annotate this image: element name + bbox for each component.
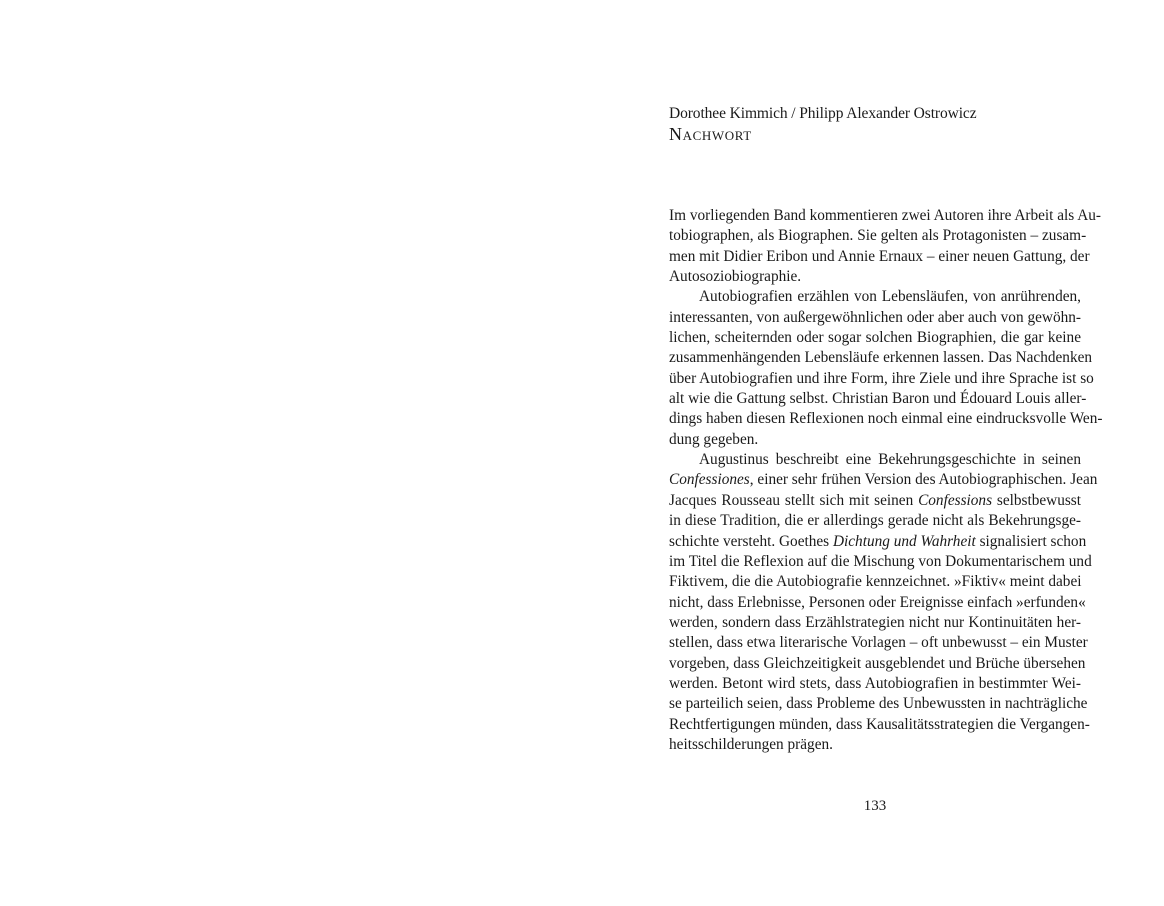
text-line: nicht, dass Erlebnisse, Personen oder Ereignisse einfach »erfunden« bbox=[669, 593, 1086, 611]
text-line: werden. Betont wird stets, dass Autobiografien in bestimmter Wei- bbox=[669, 674, 1081, 692]
text-line: Autosoziobiographie. bbox=[669, 268, 802, 286]
text-line: werden, sondern dass Erzählstrategien nicht nur Kontinuitäten her- bbox=[669, 613, 1081, 631]
paragraph bbox=[669, 206, 1102, 287]
body-text bbox=[669, 206, 1103, 755]
text-line: men mit Didier Eribon und Annie Ernaux – einer neuen Gattung, der bbox=[669, 247, 1090, 265]
text-line: Autobiografien erzählen von Lebensläufen, von anrührenden, bbox=[699, 288, 1081, 306]
text-line: Jacques Rousseau stellt sich mit seinen Confessions selbstbewusst bbox=[669, 491, 1081, 509]
chapter-title: Nachwort bbox=[669, 124, 752, 144]
text-line: in diese Tradition, die er allerdings gerade nicht als Bekehrungsge- bbox=[669, 512, 1081, 530]
text-line: Confessiones, einer sehr frühen Version des Autobiographischen. Jean bbox=[669, 471, 1098, 489]
text-line: lichen, scheiternden oder sogar solchen Biographien, die gar keine bbox=[669, 329, 1081, 347]
text-line: schichte versteht. Goethes Dichtung und Wahrheit signalisiert schon bbox=[669, 532, 1087, 550]
text-line: Im vorliegenden Band kommentieren zwei Autoren ihre Arbeit als Au- bbox=[669, 207, 1102, 224]
text-line: se parteilich seien, dass Probleme des Unbewussten in nachträgliche bbox=[669, 695, 1088, 713]
text-line: stellen, dass etwa literarische Vorlagen – oft unbewusst – ein Muster bbox=[669, 634, 1088, 652]
text-line: interessanten, von außergewöhnlichen oder aber auch von gewöhn- bbox=[669, 308, 1081, 326]
text-line: über Autobiografien und ihre Form, ihre Ziele und ihre Sprache ist so bbox=[669, 369, 1094, 387]
paragraph bbox=[669, 450, 1098, 755]
text-line: alt wie die Gattung selbst. Christian Baron und Édouard Louis aller- bbox=[669, 390, 1087, 408]
text-line: tobiographen, als Biographen. Sie gelten als Protagonisten – zusam- bbox=[669, 227, 1087, 245]
text-line: Rechtfertigungen münden, dass Kausalitätsstrategien die Vergangen- bbox=[669, 715, 1090, 733]
text-line: heitsschilderungen prägen. bbox=[669, 735, 833, 753]
text-line: dings haben diesen Reflexionen noch einmal eine eindrucksvolle Wen- bbox=[669, 410, 1103, 428]
paragraph bbox=[669, 287, 1103, 450]
text-line: dung gegeben. bbox=[669, 430, 759, 448]
text-line: Augustinus beschreibt eine Bekehrungsgeschichte in seinen bbox=[699, 451, 1081, 469]
text-line: vorgeben, dass Gleichzeitigkeit ausgeblendet und Brüche übersehen bbox=[669, 654, 1086, 672]
text-line: Fiktivem, die die Autobiografie kennzeichnet. »Fiktiv« meint dabei bbox=[669, 573, 1082, 591]
text-line: im Titel die Reflexion auf die Mischung von Dokumentarischem und bbox=[669, 552, 1092, 570]
text-line: zusammenhängenden Lebensläufe erkennen lassen. Das Nachdenken bbox=[669, 349, 1093, 367]
page-number: 133 bbox=[863, 798, 887, 814]
author-line: Dorothee Kimmich / Philipp Alexander Ostrowicz bbox=[669, 105, 977, 122]
